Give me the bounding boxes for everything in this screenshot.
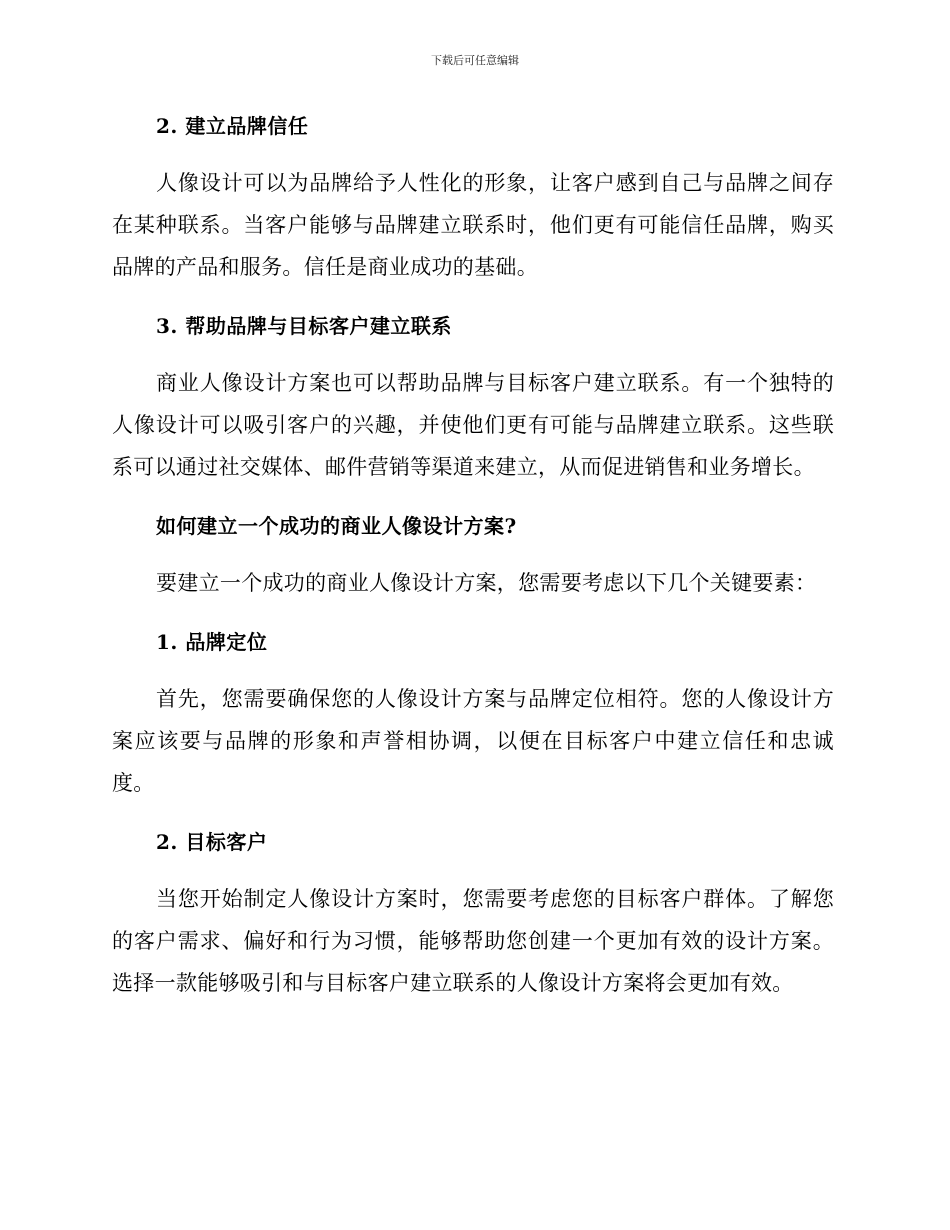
paragraph-brand-positioning: 首先，您需要确保您的人像设计方案与品牌定位相符。您的人像设计方案应该要与品牌的形象和声誉相协调，以便在目标客户中建立信任和忠诚度。 (112, 687, 834, 795)
section-heading-connect-target-customers: 3. 帮助品牌与目标客户建立联系 (156, 314, 452, 338)
paragraph-key-elements-intro: 要建立一个成功的商业人像设计方案，您需要考虑以下几个关键要素： (156, 571, 817, 595)
paragraph-connect-customers: 商业人像设计方案也可以帮助品牌与目标客户建立联系。有一个独特的人像设计可以吸引客户的兴趣，并使他们更有可能与品牌建立联系。这些联系可以通过社交媒体、邮件营销等渠道来建立，从而促进销售和业务增长。 (112, 371, 834, 479)
section-heading-how-to-build: 如何建立一个成功的商业人像设计方案? (156, 514, 517, 538)
section-heading-brand-positioning: 1. 品牌定位 (156, 630, 268, 654)
section-heading-build-brand-trust: 2. 建立品牌信任 (156, 114, 309, 138)
section-heading-target-customers: 2. 目标客户 (156, 830, 268, 854)
paragraph-target-customers: 当您开始制定人像设计方案时，您需要考虑您的目标客户群体。了解您的客户需求、偏好和行为习惯，能够帮助您创建一个更加有效的设计方案。选择一款能够吸引和与目标客户建立联系的人像设计方案将会更加有效。 (112, 887, 834, 995)
paragraph-brand-trust: 人像设计可以为品牌给予人性化的形象，让客户感到自己与品牌之间存在某种联系。当客户能够与品牌建立联系时，他们更有可能信任品牌，购买品牌的产品和服务。信任是商业成功的基础。 (112, 171, 834, 279)
header-note: 下载后可任意编辑 (431, 54, 519, 67)
document-body (112, 110, 834, 1004)
